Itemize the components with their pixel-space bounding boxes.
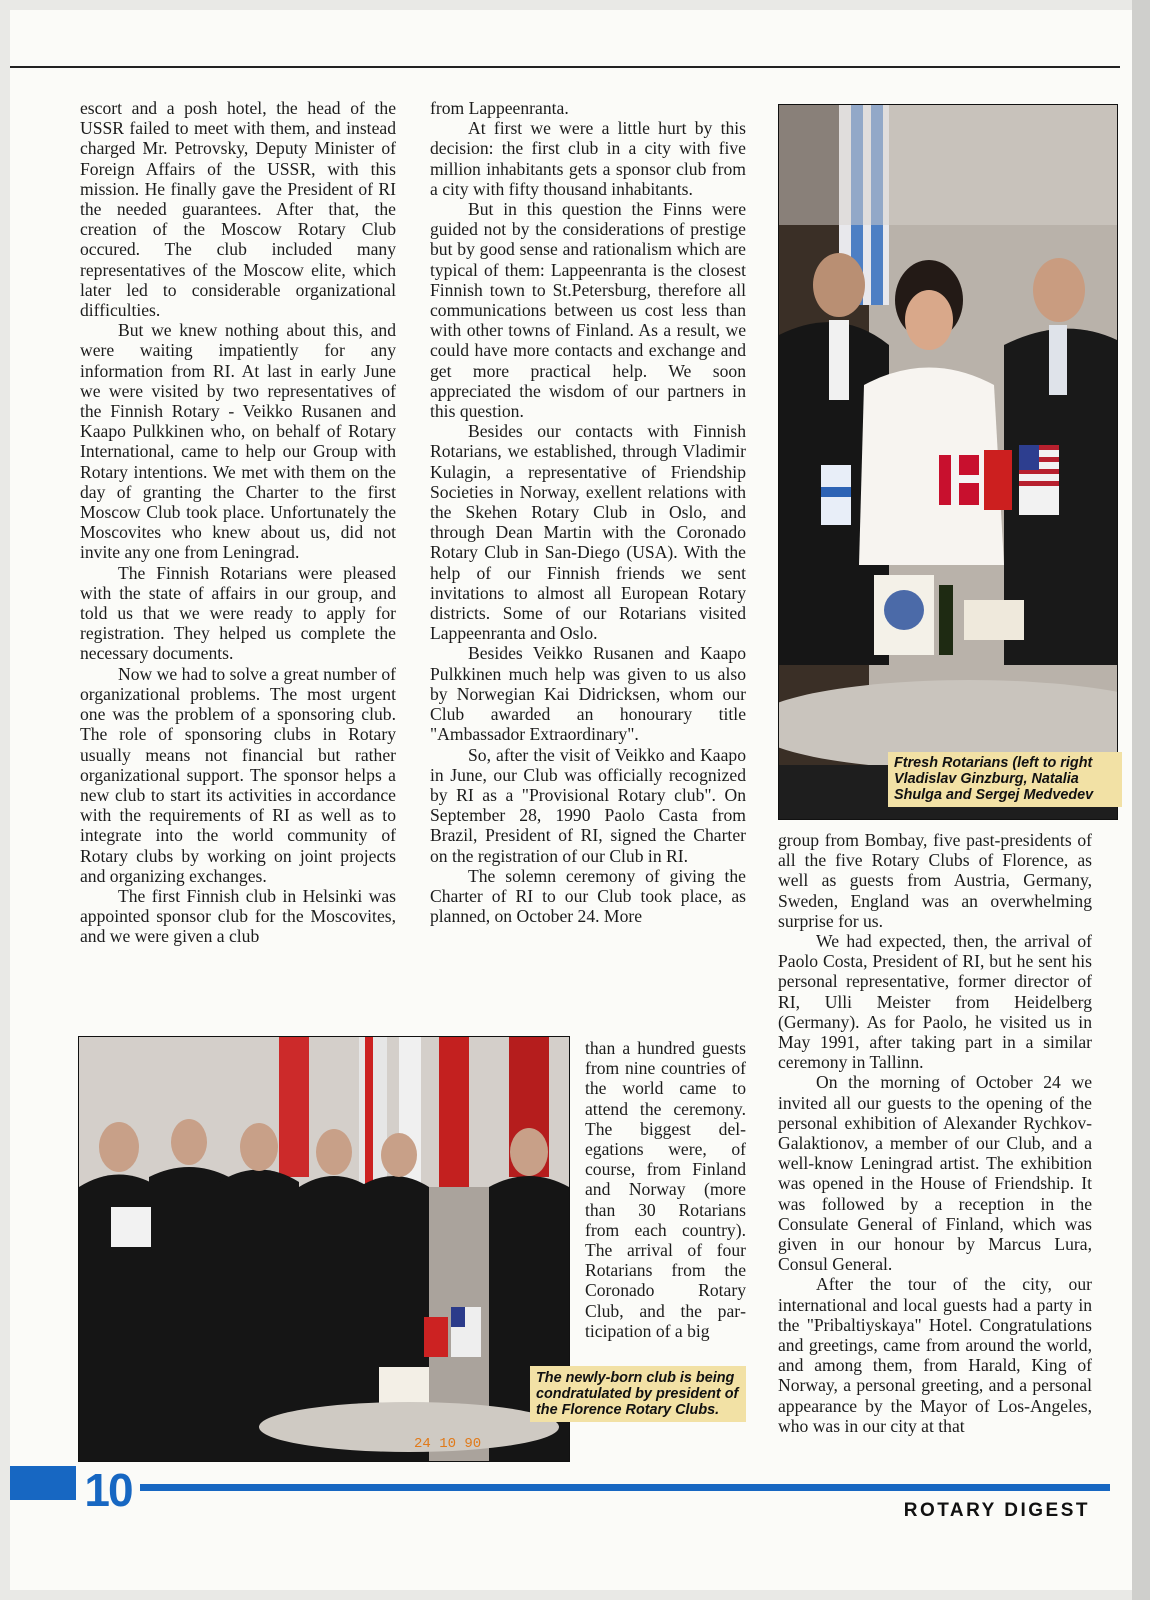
article-column-2-continuation [585, 1038, 746, 1341]
paragraph: Besides Veikko Rusanen and Kaapo Pulkkinen much help was given to us also by Norwegian Kai Didricksen, whom our Club awarded an honourary title "Ambassador Extraordinary". [430, 643, 746, 745]
page-number: 10 [76, 1466, 140, 1514]
paragraph: group from Bombay, five past-presidents of all the five Rotary Clubs of Florence, as well as guests from Austria, Germany, Sweden, England was an overwhelming surprise for us. [778, 830, 1092, 931]
page-edge-shadow [1132, 0, 1150, 1600]
paragraph: We had expected, then, the arrival of Paolo Costa, President of RI, but he sent his personal representative, former director of RI, Ulli Meister from Heidelberg (Germany). As for Paolo, he visited us in May 1991, after taking part in a similar ceremony in Tallinn. [778, 931, 1092, 1073]
paragraph: from Lappeenranta. [430, 98, 569, 118]
article-column-3 [778, 830, 1092, 1436]
paragraph: The Finnish Rotarians were pleased with the state of affairs in our group, and told us that we were ready to apply for registration. They helped us complete the necessary documents. [80, 562, 396, 664]
paragraph: Besides our contacts with Finnish Rotarians, we established, through Vladimir Kulagin, a representative of Friendship Societies in Norway, exellent relations with the Skehen Rotary Club in Oslo, and through Dean Martin with the Coronado Rotary Club in San-Diego (USA). With the help of our Finnish friends we sent invitations to almost all European Rotary districts. Some of our Rotarians visited Lappeenranta and Oslo. [430, 421, 746, 644]
footer-bar [10, 1484, 1110, 1492]
paragraph: So, after the visit of Veikko and Kaapo in June, our Club was officially recognized by RI as a "Provisional Rotary club". On September 28, 1990 Paolo Casta from Brazil, President of RI, signed the Charter on the registration of our Club in RI. [430, 744, 746, 866]
paragraph: than a hundred guests from nine countries of the world came to attend the ceremony. The biggest delegations were, of course, from Finland and Norway (more than 30 Rotarians from each country). The arrival of four Rotarians from the Coronado Rotary Club, and the participation of a big [585, 1038, 746, 1341]
photo-caption-right: Ftresh Rotarians (left to right Vladislav Ginzburg, Natalia Shulga and Sergej Medvedev [888, 752, 1122, 807]
paragraph: But we knew nothing about this, and were waiting impatiently for any information from RI. At last in early June we were visited by two representatives of the Finnish Rotary - Veikko Rusanen and Kaapo Pulkkinen who, on behalf of Rotary International, came to help our Group with Rotary intentions. We met with them on the day of granting the Charter to the first Moscow Club took place. Unfortunately the Moscovites who knew about us, did not invite any one from Leningrad. [80, 320, 396, 563]
paragraph: escort and a posh hotel, the head of the USSR failed to meet with them, and instead charged Mr. Petrovsky, Deputy Minister of Foreign Affairs of the USSR, with this mission. He finally gave the President of RI the needed guarantees. After that, the creation of the Moscow Rotary Club occured. The club included many representatives of the Moscow elite, which later led to considerable organizational difficulties. [80, 98, 396, 321]
photo-date-stamp: 24 10 90 [414, 1436, 482, 1452]
paragraph: After the tour of the city, our international and local guests had a party in the "Pribaltiyskaya" Hotel. Congratulations and greetings, came from around the world, and among them, from Harald, King of Norway, a personal greeting, and a personal appearance by the Mayor of Los-Angeles, who was in our city at that [778, 1274, 1092, 1436]
footer-accent-block [10, 1466, 78, 1500]
paragraph: At first we were a little hurt by this decision: the first club in a city with five million inhabitants gets a sponsor club from a city with fifty thousand inhabitants. [430, 118, 746, 199]
photo-florence-delegation [78, 1036, 570, 1462]
photo-caption-left: The newly-born club is being condratulated by president of the Florence Rotary Clubs. [530, 1366, 746, 1422]
paragraph: Now we had to solve a great number of organizational problems. The most urgent one was the problem of a sponsoring club. The role of sponsoring clubs in Rotary usually means not financial but rather organizational support. The sponsor helps a new club to start its activities in accordance with the requirements of RI as well as to integrate into the world community of Rotary clubs by working on joint projects and organizing exchanges. [80, 663, 396, 886]
top-rule [10, 66, 1120, 68]
photo-illustration [779, 105, 1117, 819]
paragraph: The solemn ceremony of giving the Charter of RI to our Club took place, as planned, on October 24. More [430, 865, 746, 927]
magazine-title: ROTARY DIGEST [903, 1500, 1090, 1521]
paragraph: But in this question the Finns were guided not by the considerations of prestige but by good sense and rationalism which are typical of them: Lappeenranta is the closest Finnish town to St.Petersburg, therefore all communications between us cost less than with other towns of Finland. As a result, we could have more contacts and exchange and get more practical help. We soon appreciated the wisdom of our partners in this question. [430, 199, 746, 422]
article-column-2 [430, 98, 746, 926]
article-column-1 [80, 98, 396, 947]
footer-rule [78, 1484, 1110, 1491]
photo-fresh-rotarians [778, 104, 1118, 820]
paragraph: The first Finnish club in Helsinki was appointed sponsor club for the Moscovites, and we were given a club [80, 885, 396, 947]
paragraph: On the morning of October 24 we invited all our guests to the opening of the personal exhibition of Alexander Rychkov-Galaktionov, a member of our Club, and a well-know Leningrad artist. The exhibition was opened in the House of Friendship. It was followed by a reception in the Consulate General of Finland, which was given in our honour by Marcus Lura, Consul General. [778, 1072, 1092, 1275]
photo-illustration [79, 1037, 569, 1461]
